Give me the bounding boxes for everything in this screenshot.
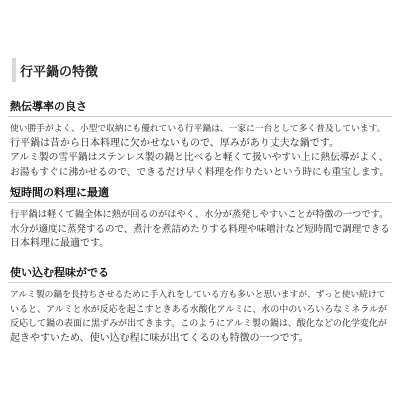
main-title xyxy=(12,50,98,90)
main-title-text: 行平鍋の特徴 xyxy=(20,64,99,80)
section-heading: 使い込む程味がでる xyxy=(8,262,392,283)
paragraph-line: アルミ製の雪平鍋はステンレス製の鍋と比べると軽くて扱いやすい上に熱伝導がよく、 xyxy=(10,152,389,163)
paragraph-line: 水分が適度に蒸発するので、煮汁を煮詰めたりする料理や味噌汁など短時間で調理できる xyxy=(10,223,390,235)
section-heat-conductivity xyxy=(8,96,392,180)
paragraph-line: 日本料理に最適です。 xyxy=(10,238,110,249)
section-short-cooking xyxy=(8,182,392,252)
paragraph-line: アルミ製の鍋を長持ちさせるために手入れをしている方も多いと思いますが、ずっと使い続けて xyxy=(10,290,386,300)
paragraph-line: お湯もすぐに沸かせるので、できるだけ早く料理を作りたいという時にも重宝します。 xyxy=(10,166,390,178)
section-flavor-with-use xyxy=(8,262,392,346)
paragraph-line: 行平鍋は昔から日本料理に欠かせないもので、厚みがあり丈夫な鍋です。 xyxy=(10,137,339,149)
section-body xyxy=(8,203,392,252)
paragraph-line: 起きやすいため、使い込む程に味が出てくるのも特徴の一つです。 xyxy=(10,332,309,344)
paragraph-line: 使い勝手がよく、小型で収納にも優れている行平鍋は、一家に一台として多く普及しています。 xyxy=(10,124,386,134)
paragraph-line: 反応して鍋の表面に黒ずみが出てきます。このようにアルミ製の鍋は、酸化などの化学変化が xyxy=(10,319,387,329)
section-heading: 短時間の料理に最適 xyxy=(8,182,392,203)
paragraph-line: いると、アルミと水が反応を起こすときある水酸化アルミに、水の中のいろいろなミネラルが xyxy=(10,304,388,315)
section-body xyxy=(8,117,392,180)
title-accent-bar xyxy=(12,58,16,82)
section-body xyxy=(8,283,392,346)
paragraph-line: 行平鍋は軽くて鍋全体に熱が回るのがはやく、水分が蒸発しやすいことが特徴の一つです。 xyxy=(10,209,389,220)
section-heading: 熱伝導率の良さ xyxy=(8,96,392,117)
